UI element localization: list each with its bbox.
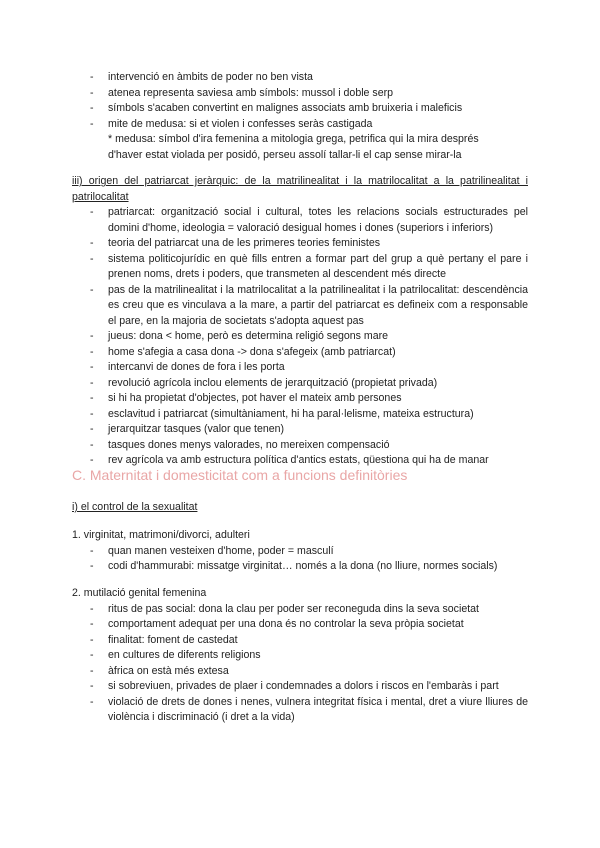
list-item: - símbols s'acaben convertint en malignes associats amb bruixeria i maleficis <box>90 102 463 114</box>
list-item: - intervenció en àmbits de poder no ben vista <box>90 71 313 83</box>
numbered-item-1: 1. virginitat, matrimoni/divorci, adulteri - quan manen vesteixen d'home, poder = masculí - codi d'hammurabi: missatge virginitat… només a la dona (no lliure, normes socials) <box>72 528 528 575</box>
list-item: - mite de medusa: si et violen i confesses seràs castigada <box>90 117 373 130</box>
list-item: - si hi ha propietat d'objectes, pot haver el mateix amb persones <box>90 392 402 404</box>
list-item: - comportament adequat per una dona és no controlar la seva pròpia societat <box>90 618 464 630</box>
list-item: - ritus de pas social: dona la clau per poder ser reconeguda dins la seva societat <box>90 602 480 615</box>
list-item: - en cultures de diferents religions <box>90 649 261 661</box>
list-item: - violació de drets de dones i nenes, vulnera integritat física i mental, dret a viure lliures de violència i discriminació (i dret a la vida) <box>90 695 528 723</box>
list-item: - tasques dones menys valorades, no mereixen compensació <box>90 438 390 451</box>
heading-i: i) el control de la sexualitat <box>72 501 198 513</box>
list-item: - esclavitud i patriarcat (simultàniament, hi ha paral·lelisme, mateixa estructura) <box>90 407 474 420</box>
numbered-item-2: 2. mutilació genital femenina - ritus de pas social: dona la clau per poder ser reconeguda dins la seva societat - comportament adequat per una dona és no controlar la seva pròpia societat - finalitat: foment de castedat - en cultures de diferents religions - àfrica on està més extesa - si sobreviuen, privades de plaer i condemnades a dolors i riscos en l'embaràs i part - violació de drets de dones i nenes, vulnera integritat física i mental, dret a viure lliures de violència i discriminació (i dret a la vida) <box>72 586 528 726</box>
list-item: - intercanvi de dones de fora i les porta <box>90 361 285 373</box>
section-title-c: C. Maternitat i domesticitat com a funcions definitòries <box>72 467 408 483</box>
list-item: - home s'afegia a casa dona -> dona s'afegeix (amb patriarcat) <box>90 345 396 358</box>
list-item: - si sobreviuen, privades de plaer i condemnades a dolors i riscos en l'embaràs i part <box>90 680 499 692</box>
list-item: - codi d'hammurabi: missatge virginitat… només a la dona (no lliure, normes socials) <box>90 560 498 572</box>
medusa-note-line-2: d'haver estat violada per posidó, perseu assolí tallar-li el cap sense mirar-la <box>108 148 462 161</box>
list-item: - jerarquitzar tasques (valor que tenen) <box>90 423 285 435</box>
list-item: - pas de la matrilinealitat i la matrilocalitat a la patrilinealitat i la patrilocalitat: descendència es creu que es vinculava a la mare, a partir del patriarcat es defineix com a responsable el pare, en la majoria de societats s'adopta aquest pas <box>90 283 528 327</box>
list-item: - teoria del patriarcat una de les primeres teories feministes <box>90 237 381 249</box>
list-item: - jueus: dona < home, però es determina religió segons mare <box>90 330 389 342</box>
list-item: - finalitat: foment de castedat <box>90 633 238 646</box>
bullet-list-1 <box>72 70 528 163</box>
bullet-list-2 <box>72 205 528 469</box>
list-item: - atenea representa saviesa amb símbols: mussol i doble serp <box>90 86 394 99</box>
list-item: - sistema politicojurídic en què fills entren a formar part del grup a què pertany el pare i prenen noms, drets i poders, que transmeten al descendent més directe <box>90 252 528 280</box>
heading-iii: iii) origen del patriarcat jeràrquic: de la matrilinealitat i la matrilocalitat a la patrilinealitat i patrilocalitat <box>72 175 528 203</box>
medusa-note-line-1: * medusa: símbol d'ira femenina a mitologia grega, petrifica qui la mira després <box>108 133 479 145</box>
list-item: - àfrica on està més extesa <box>90 664 229 677</box>
list-item: - revolució agrícola inclou elements de jerarquització (propietat privada) <box>90 376 438 389</box>
list-item: - rev agrícola va amb estructura política d'antics estats, qüestiona qui ha de manar <box>90 454 489 466</box>
list-item: - quan manen vesteixen d'home, poder = masculí <box>90 544 334 557</box>
list-item: - patriarcat: organització social i cultural, totes les relacions socials estructurades pel domini d'home, ideologia = valoració desigual homes i dones (superiors i inferiors) <box>90 206 528 234</box>
